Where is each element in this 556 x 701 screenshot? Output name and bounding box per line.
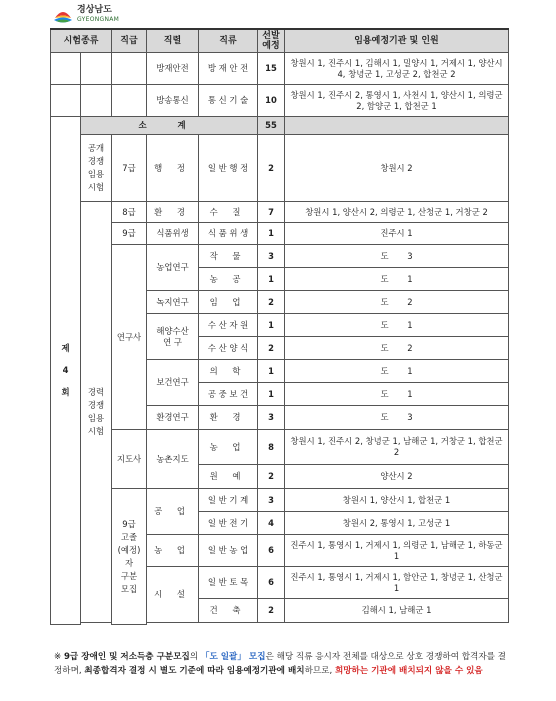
grade-cell: 8급 <box>112 202 147 223</box>
header-agency: 임용예정기관 및 인원 <box>285 29 509 53</box>
series-cell: 농촌지도 <box>147 430 199 489</box>
job-cell: 일 반 행 정 <box>199 135 258 202</box>
count-cell: 2 <box>258 291 285 314</box>
count-cell: 7 <box>258 202 285 223</box>
series-cell: 보건연구 <box>147 360 199 406</box>
logo-english-text: GYEONGNAM <box>77 16 120 23</box>
note-text-2: 의 <box>189 652 201 662</box>
grade-cell: 9급 <box>112 223 147 245</box>
job-cell: 식 품 위 생 <box>199 223 258 245</box>
job-cell: 방 재 안 전 <box>199 53 258 85</box>
job-cell: 작 물 <box>199 245 258 268</box>
agency-cell: 양산시 2 <box>285 465 509 489</box>
agency-cell: 도 1 <box>285 268 509 291</box>
note-highlight-blue: 「도 일괄」 모집 <box>200 652 266 662</box>
gyeongnam-emblem-icon <box>52 4 74 26</box>
series-cell: 행 정 <box>147 135 199 202</box>
job-cell: 환 경 <box>199 406 258 430</box>
count-cell: 2 <box>258 337 285 360</box>
agency-cell: 진주시 1, 통영시 1, 거제시 1, 의령군 1, 남해군 1, 하동군 1 <box>285 535 509 567</box>
job-cell: 건 축 <box>199 599 258 623</box>
count-cell: 1 <box>258 360 285 383</box>
note-text-4: 은 해당 직류 응시자 전체를 대상으로 상호 경쟁하여 합격자를 결정하며, <box>54 652 506 676</box>
count-cell: 4 <box>258 512 285 535</box>
career-exam-label: 경력 경쟁 임용 시험 <box>81 202 112 623</box>
note-text-6: 하므로, <box>304 666 335 676</box>
agency-cell: 도 3 <box>285 406 509 430</box>
agency-cell: 창원시 2, 통영시 1, 고성군 1 <box>285 512 509 535</box>
gyeongnam-logo <box>52 4 119 26</box>
series-cell: 환경연구 <box>147 406 199 430</box>
agency-cell: 도 1 <box>285 314 509 337</box>
count-cell: 3 <box>258 489 285 512</box>
note-bold-1: 9급 장애인 및 저소득층 구분모집 <box>63 652 190 662</box>
series-cell: 방재안전 <box>147 53 199 85</box>
recruitment-table <box>50 28 509 625</box>
blank-cell <box>81 53 112 85</box>
count-cell: 3 <box>258 245 285 268</box>
subtotal-count: 55 <box>258 117 285 135</box>
series-cell: 식품위생 <box>147 223 199 245</box>
table-row <box>51 53 509 85</box>
count-cell: 1 <box>258 223 285 245</box>
note-bold-5: 최종합격자 결정 시 별도 기준에 따라 임용예정기관에 배치 <box>84 666 305 676</box>
job-cell: 농 공 <box>199 268 258 291</box>
table-row <box>51 202 509 223</box>
agency-cell: 진주시 1, 통영시 1, 거제시 1, 함안군 1, 창녕군 1, 산청군 1 <box>285 567 509 599</box>
job-cell: 수 산 양 식 <box>199 337 258 360</box>
series-cell: 농 업 <box>147 535 199 567</box>
footnote <box>54 650 514 678</box>
count-cell: 1 <box>258 268 285 291</box>
series-cell: 해양수산 연 구 <box>147 314 199 360</box>
job-cell: 일 반 전 기 <box>199 512 258 535</box>
table-header-row <box>51 29 509 53</box>
table-spacer-row <box>51 623 509 625</box>
blank-cell <box>112 53 147 85</box>
research-grade-cell: 연구사 <box>112 245 147 430</box>
job-cell: 일 반 기 계 <box>199 489 258 512</box>
count-cell: 1 <box>258 314 285 337</box>
agency-cell: 도 2 <box>285 337 509 360</box>
agency-cell: 창원시 1, 진주시 1, 김해시 1, 밀양시 1, 거제시 1, 양산시 4, 창녕군 1, 고성군 2, 합천군 2 <box>285 53 509 85</box>
agency-cell: 창원시 1, 양산시 2, 의령군 1, 산청군 1, 거창군 2 <box>285 202 509 223</box>
header-exam-type: 시험종류 <box>51 29 112 53</box>
open-exam-label: 공개 경쟁 임용 시험 <box>81 135 112 202</box>
header-count: 선발 예정 <box>258 29 285 53</box>
note-highlight-red: 희망하는 기관에 배치되지 않을 수 있음 <box>334 666 483 676</box>
subtotal-label: 소 계 <box>81 117 258 135</box>
grade-cell: 7급 <box>112 135 147 202</box>
spacer-cell <box>81 623 285 625</box>
agency-cell: 도 1 <box>285 360 509 383</box>
series-cell: 녹지연구 <box>147 291 199 314</box>
agency-cell: 창원시 1, 양산시 1, 합천군 1 <box>285 489 509 512</box>
blank-cell <box>112 85 147 117</box>
job-cell: 일 반 농 업 <box>199 535 258 567</box>
round-label: 제 4 회 <box>51 117 81 625</box>
blank-cell <box>51 85 81 117</box>
job-cell: 농 업 <box>199 430 258 465</box>
count-cell: 10 <box>258 85 285 117</box>
job-cell: 수 산 자 원 <box>199 314 258 337</box>
subtotal-row <box>51 117 509 135</box>
series-cell: 시 설 <box>147 567 199 623</box>
count-cell: 6 <box>258 535 285 567</box>
table-row <box>51 245 509 268</box>
blank-cell <box>81 85 112 117</box>
count-cell: 15 <box>258 53 285 85</box>
header-series: 직렬 <box>147 29 199 53</box>
series-cell: 환 경 <box>147 202 199 223</box>
agency-cell: 도 2 <box>285 291 509 314</box>
job-cell: 공 중 보 건 <box>199 383 258 406</box>
job-cell: 통 신 기 술 <box>199 85 258 117</box>
table-row <box>51 85 509 117</box>
count-cell: 8 <box>258 430 285 465</box>
agency-cell: 도 1 <box>285 383 509 406</box>
series-cell: 공 업 <box>147 489 199 535</box>
table-row <box>51 135 509 202</box>
agency-cell: 창원시 1, 진주시 2, 통영시 1, 사천시 1, 양산시 1, 의령군 2, 함양군 1, 합천군 1 <box>285 85 509 117</box>
count-cell: 1 <box>258 383 285 406</box>
logo-korean-text: 경상남도 <box>77 5 112 15</box>
series-cell: 농업연구 <box>147 245 199 291</box>
count-cell: 2 <box>258 465 285 489</box>
job-cell: 일 반 토 목 <box>199 567 258 599</box>
header-job: 직류 <box>199 29 258 53</box>
agency-cell: 창원시 1, 진주시 2, 창녕군 1, 남해군 1, 거창군 1, 합천군 2 <box>285 430 509 465</box>
count-cell: 2 <box>258 135 285 202</box>
job-cell: 수 질 <box>199 202 258 223</box>
series-cell: 방송통신 <box>147 85 199 117</box>
count-cell: 3 <box>258 406 285 430</box>
count-cell: 6 <box>258 567 285 599</box>
job-cell: 의 학 <box>199 360 258 383</box>
job-cell: 원 예 <box>199 465 258 489</box>
note-mark: ※ <box>54 652 64 662</box>
grade-cell: 지도사 <box>112 430 147 489</box>
header-grade: 직급 <box>112 29 147 53</box>
subtotal-agency <box>285 117 509 135</box>
agency-cell: 창원시 2 <box>285 135 509 202</box>
table-row <box>51 489 509 512</box>
agency-cell: 진주시 1 <box>285 223 509 245</box>
blank-cell <box>51 53 81 85</box>
table-row <box>51 430 509 465</box>
agency-cell: 도 3 <box>285 245 509 268</box>
table-row <box>51 223 509 245</box>
agency-cell: 김해시 1, 남해군 1 <box>285 599 509 623</box>
count-cell: 2 <box>258 599 285 623</box>
highschool-grade-cell: 9급 고졸 (예정) 자 구분 모집 <box>112 489 147 625</box>
job-cell: 임 업 <box>199 291 258 314</box>
